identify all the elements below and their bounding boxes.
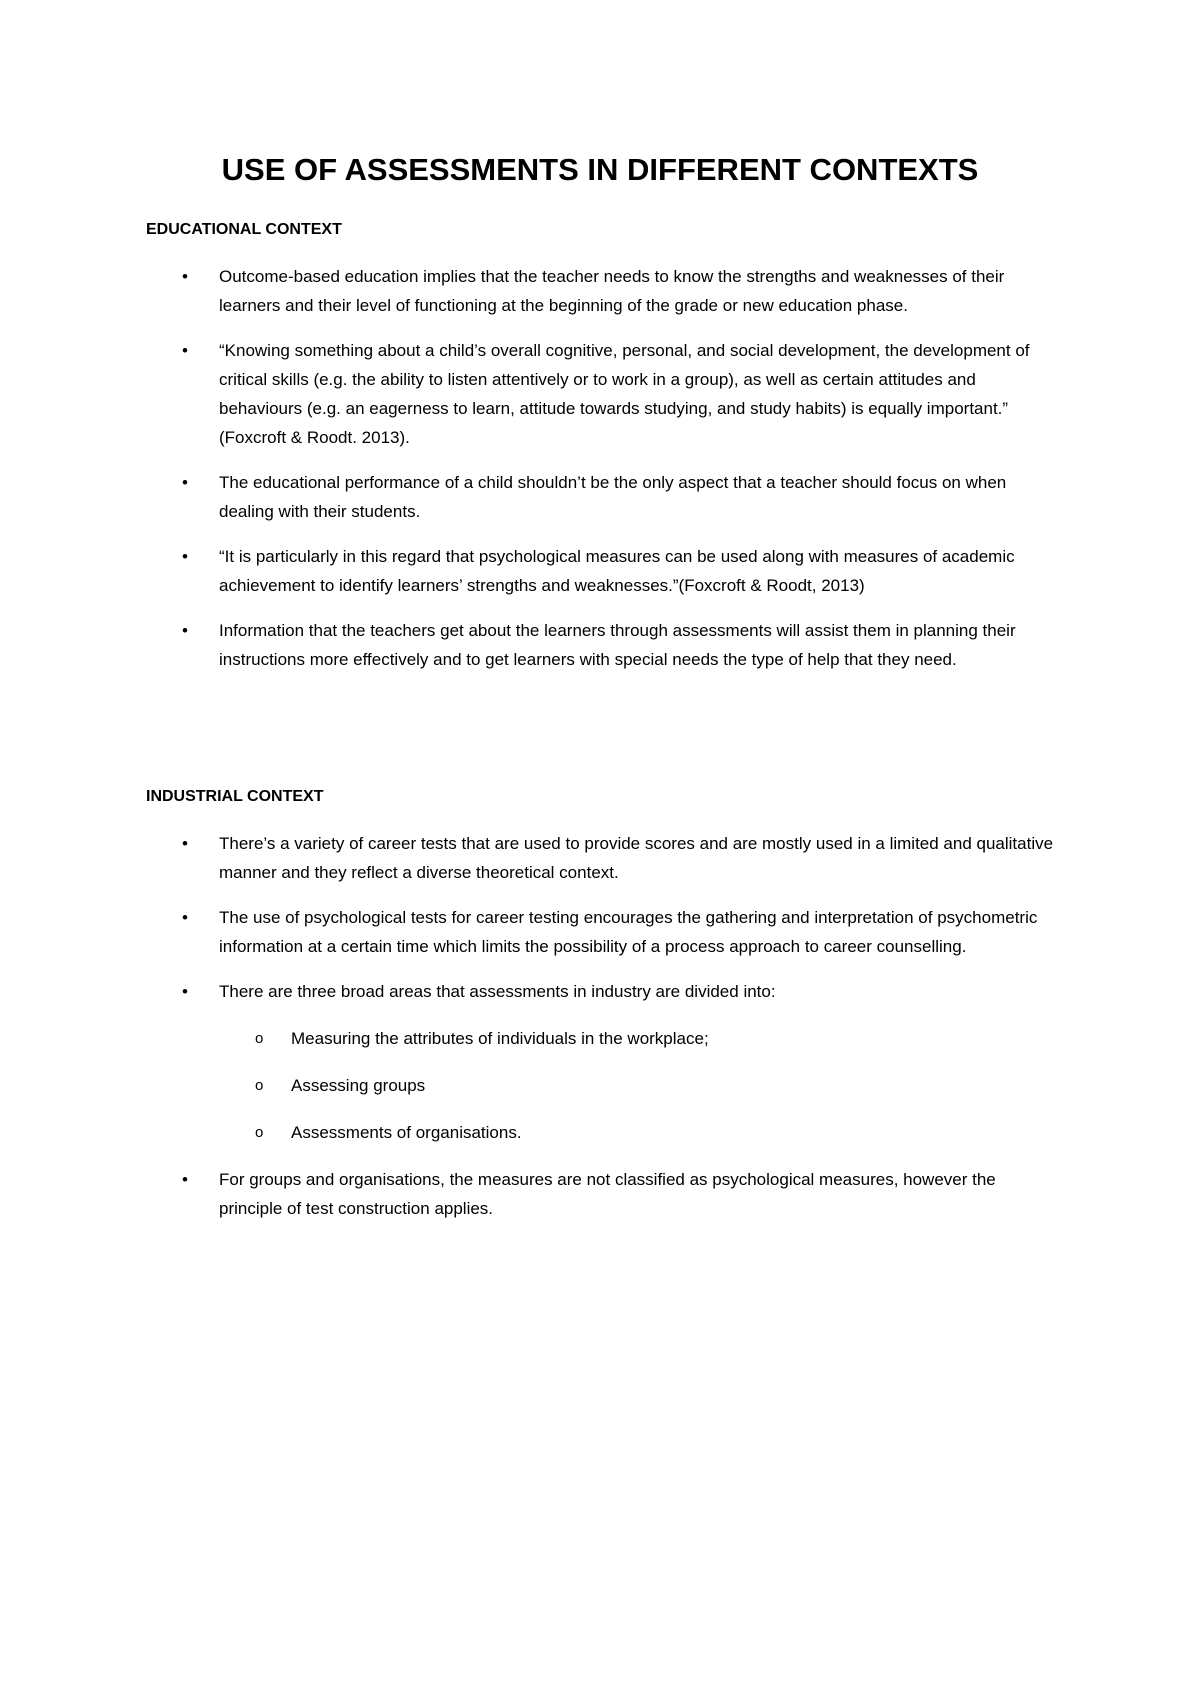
list-item [0,336,1200,452]
industrial-bullet-list [0,829,1200,1239]
bullet-icon: • [182,547,188,566]
list-item [0,977,1200,1147]
bullet-icon: • [182,908,188,927]
bullet-icon: • [182,621,188,640]
list-item [0,616,1200,674]
list-item-text: There are three broad areas that assessments in industry are divided into: [219,982,776,1001]
sub-list-item-text: Assessments of organisations. [291,1123,522,1142]
sub-list-item [219,1071,1060,1100]
list-item [0,829,1200,887]
industrial-context-heading: INDUSTRIAL CONTEXT [146,788,324,805]
list-item [0,542,1200,600]
circle-bullet-icon: o [255,1030,264,1047]
sub-list-item-text: Measuring the attributes of individuals in the workplace; [291,1029,709,1048]
list-item-text: For groups and organisations, the measures are not classified as psychological measures, however the principle of test construction applies. [219,1170,996,1218]
bullet-icon: • [182,834,188,853]
bullet-icon: • [182,473,188,492]
educational-bullet-list [0,262,1200,690]
page-title: USE OF ASSESSMENTS IN DIFFERENT CONTEXTS [221,152,979,187]
circle-bullet-icon: o [255,1077,264,1094]
sub-list-item-text: Assessing groups [291,1076,426,1095]
sub-list-item [219,1024,1060,1053]
list-item [0,468,1200,526]
list-item-text: “Knowing something about a child’s overall cognitive, personal, and social development, the development of critical skills (e.g. the ability to listen attentively or to work in a group), as well as certain attitudes and behaviours (e.g. an eagerness to learn, attitude towards studying, and study habits) is equally important.” (Foxcroft & Roodt. 2013). [219,341,1030,447]
list-item [0,903,1200,961]
list-item-text: There’s a variety of career tests that are used to provide scores and are mostly used in a limited and qualitative manner and they reflect a diverse theoretical context. [219,834,1054,882]
bullet-icon: • [182,267,188,286]
list-item-text: The use of psychological tests for career testing encourages the gathering and interpretation of psychometric information at a certain time which limits the possibility of a process approach to career counselling. [219,908,1038,956]
list-item-text: Information that the teachers get about the learners through assessments will assist them in planning their instructions more effectively and to get learners with special needs the type of help that they need. [219,621,1016,669]
assessment-areas-sublist [219,1024,1060,1147]
list-item-text: “It is particularly in this regard that psychological measures can be used along with measures of academic achievement to identify learners’ strengths and weaknesses.”(Foxcroft & Roodt, 2013) [219,547,1015,595]
list-item [0,262,1200,320]
bullet-icon: • [182,982,188,1001]
sub-list-item [219,1118,1060,1147]
circle-bullet-icon: o [255,1124,264,1141]
educational-context-heading: EDUCATIONAL CONTEXT [146,221,342,238]
list-item-text: The educational performance of a child shouldn’t be the only aspect that a teacher should focus on when dealing with their students. [219,473,1007,521]
list-item-text: Outcome-based education implies that the teacher needs to know the strengths and weaknesses of their learners and their level of functioning at the beginning of the grade or new education phase. [219,267,1005,315]
bullet-icon: • [182,1170,188,1189]
bullet-icon: • [182,341,188,360]
list-item [0,1165,1200,1223]
